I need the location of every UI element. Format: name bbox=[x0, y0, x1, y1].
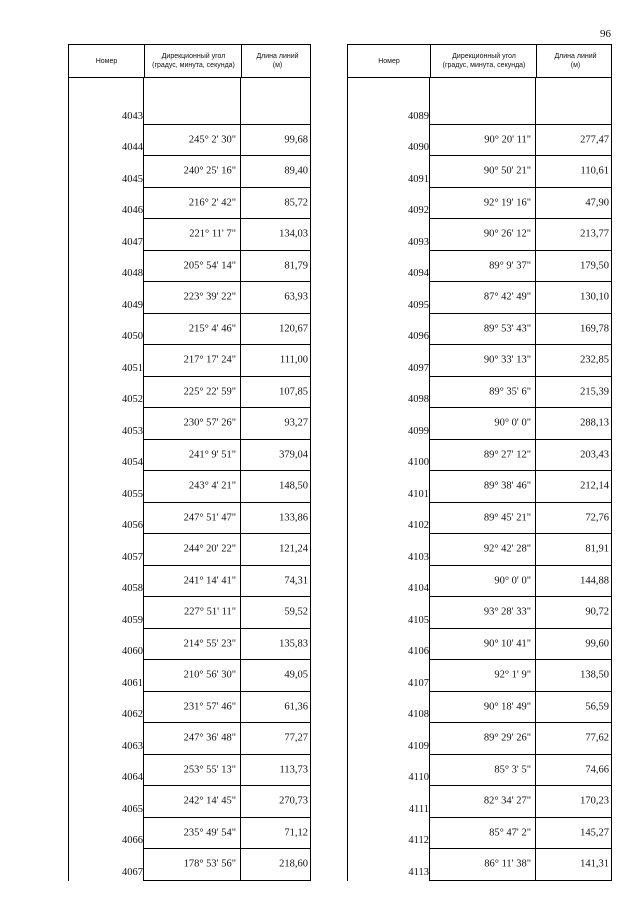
table-row bbox=[429, 722, 612, 755]
line-length: 72,76 bbox=[585, 512, 609, 524]
direction-angle: 225° 22' 59" bbox=[183, 386, 236, 398]
line-length: 49,05 bbox=[284, 669, 308, 681]
point-number: 4058 bbox=[122, 583, 143, 594]
line-length: 179,50 bbox=[580, 260, 609, 272]
line-length: 89,40 bbox=[284, 165, 308, 177]
table-body bbox=[347, 93, 612, 881]
line-length: 81,79 bbox=[284, 260, 308, 272]
line-length: 135,83 bbox=[279, 638, 308, 650]
point-number: 4061 bbox=[122, 677, 143, 689]
direction-angle: 227° 51' 11" bbox=[184, 606, 236, 618]
direction-angle: 214° 55' 23" bbox=[183, 638, 236, 650]
right-coordinates-table bbox=[347, 44, 612, 881]
header-number bbox=[348, 45, 430, 77]
point-number: 4104 bbox=[408, 583, 429, 594]
line-length: 218,60 bbox=[279, 858, 308, 870]
line-length: 277,47 bbox=[580, 134, 609, 146]
point-number: 4044 bbox=[122, 142, 143, 153]
line-length: 148,50 bbox=[279, 480, 308, 492]
table-row bbox=[143, 848, 311, 881]
line-length: 74,31 bbox=[284, 575, 308, 587]
direction-angle: 245° 2' 30" bbox=[188, 134, 236, 146]
direction-angle: 244° 20' 22" bbox=[183, 543, 236, 555]
page-number: 96 bbox=[600, 28, 611, 40]
line-length: 134,03 bbox=[279, 228, 308, 240]
table-body bbox=[68, 93, 311, 881]
direction-angle: 223° 39' 22" bbox=[183, 291, 236, 303]
line-length: 138,50 bbox=[580, 669, 609, 681]
table-row bbox=[143, 250, 311, 283]
direction-angle: 82° 34' 27" bbox=[483, 795, 531, 807]
header-angle bbox=[430, 45, 537, 77]
line-length: 110,61 bbox=[580, 165, 609, 177]
point-number: 4055 bbox=[122, 488, 143, 500]
point-number: 4056 bbox=[122, 520, 143, 531]
table-row bbox=[143, 628, 311, 661]
table-row bbox=[429, 344, 612, 377]
header-angle bbox=[144, 45, 242, 77]
point-number: 4108 bbox=[408, 709, 429, 720]
table-row bbox=[143, 344, 311, 377]
point-number: 4105 bbox=[408, 614, 429, 626]
direction-angle: 90° 0' 0" bbox=[494, 417, 531, 429]
point-number: 4094 bbox=[408, 268, 429, 279]
direction-angle: 217° 17' 24" bbox=[183, 354, 236, 366]
point-number: 4097 bbox=[408, 362, 429, 374]
point-number: 4062 bbox=[122, 709, 143, 720]
line-length: 133,86 bbox=[279, 512, 308, 524]
line-length: 61,36 bbox=[284, 701, 308, 713]
direction-angle: 216° 2' 42" bbox=[188, 197, 236, 209]
header-length-line: (м) bbox=[570, 62, 581, 69]
point-number: 4111 bbox=[408, 803, 429, 815]
point-number: 4095 bbox=[408, 299, 429, 311]
table-row bbox=[143, 754, 311, 787]
point-number: 4048 bbox=[122, 268, 143, 279]
line-length: 169,78 bbox=[580, 323, 609, 335]
point-number: 4103 bbox=[408, 551, 429, 563]
line-length: 77,62 bbox=[585, 732, 609, 744]
direction-angle: 92° 1' 9" bbox=[494, 669, 531, 681]
table-row bbox=[429, 407, 612, 440]
direction-angle: 205° 54' 14" bbox=[183, 260, 236, 272]
direction-angle: 235° 49' 54" bbox=[183, 827, 236, 839]
header-angle-line: (градус, минута, секунда) bbox=[152, 62, 235, 69]
line-length: 81,91 bbox=[585, 543, 609, 555]
line-length: 145,27 bbox=[580, 827, 609, 839]
table-row bbox=[143, 533, 311, 566]
table-row bbox=[429, 281, 612, 314]
direction-angle: 240° 25' 16" bbox=[183, 165, 236, 177]
line-length: 99,68 bbox=[284, 134, 308, 146]
header-gap bbox=[68, 78, 311, 93]
point-number: 4059 bbox=[122, 614, 143, 626]
table-row bbox=[429, 565, 612, 598]
table-row bbox=[429, 502, 612, 535]
header-length-line: Длина линий bbox=[554, 53, 597, 60]
line-length: 215,39 bbox=[580, 386, 609, 398]
point-number: 4102 bbox=[408, 520, 429, 531]
table-row bbox=[143, 124, 311, 157]
table-header bbox=[347, 44, 612, 78]
point-number: 4067 bbox=[122, 866, 143, 878]
line-length: 120,67 bbox=[279, 323, 308, 335]
line-length: 144,88 bbox=[580, 575, 609, 587]
point-number: 4089 bbox=[408, 110, 429, 122]
line-length: 270,73 bbox=[279, 795, 308, 807]
line-length: 203,43 bbox=[580, 449, 609, 461]
point-number: 4066 bbox=[122, 835, 143, 846]
line-length: 232,85 bbox=[580, 354, 609, 366]
line-length: 90,72 bbox=[585, 606, 609, 618]
direction-angle: 89° 38' 46" bbox=[483, 480, 531, 492]
table-row bbox=[143, 218, 311, 251]
header-number bbox=[69, 45, 144, 77]
point-number: 4106 bbox=[408, 646, 429, 657]
direction-angle: 90° 0' 0" bbox=[494, 575, 531, 587]
direction-angle: 87° 42' 49" bbox=[483, 291, 531, 303]
direction-angle: 221° 11' 7" bbox=[189, 228, 236, 240]
header-length bbox=[241, 45, 313, 77]
table-row bbox=[429, 596, 612, 629]
direction-angle: 231° 57' 46" bbox=[183, 701, 236, 713]
line-length: 47,90 bbox=[585, 197, 609, 209]
point-number: 4113 bbox=[408, 866, 429, 878]
point-number: 4101 bbox=[408, 488, 429, 500]
point-number: 4099 bbox=[408, 425, 429, 437]
point-number: 4090 bbox=[408, 142, 429, 153]
line-length: 170,23 bbox=[580, 795, 609, 807]
point-number: 4047 bbox=[122, 236, 143, 248]
direction-angle: 178° 53' 56" bbox=[183, 858, 236, 870]
point-number: 4107 bbox=[408, 677, 429, 689]
direction-angle: 90° 33' 13" bbox=[483, 354, 531, 366]
direction-angle: 90° 18' 49" bbox=[483, 701, 531, 713]
line-length: 71,12 bbox=[284, 827, 308, 839]
direction-angle: 89° 27' 12" bbox=[483, 449, 531, 461]
line-length: 77,27 bbox=[284, 732, 308, 744]
direction-angle: 89° 29' 26" bbox=[483, 732, 531, 744]
direction-angle: 253° 55' 13" bbox=[183, 764, 236, 776]
header-angle-line: (градус, минута, секунда) bbox=[442, 62, 526, 69]
header-length-line: Длина линий bbox=[256, 53, 299, 60]
point-number: 4050 bbox=[122, 331, 143, 342]
direction-angle: 93° 28' 33" bbox=[483, 606, 531, 618]
header-gap bbox=[347, 78, 612, 93]
table-row bbox=[143, 155, 311, 188]
table-row bbox=[143, 659, 311, 692]
direction-angle: 92° 19' 16" bbox=[483, 197, 531, 209]
table-row bbox=[143, 439, 311, 472]
direction-angle: 90° 26' 12" bbox=[483, 228, 531, 240]
table-row bbox=[143, 785, 311, 818]
line-length: 379,04 bbox=[279, 449, 308, 461]
line-length: 93,27 bbox=[284, 417, 308, 429]
direction-angle: 90° 20' 11" bbox=[484, 134, 531, 146]
line-length: 107,85 bbox=[279, 386, 308, 398]
line-length: 113,73 bbox=[279, 764, 308, 776]
point-number: 4053 bbox=[122, 425, 143, 437]
table-row bbox=[143, 817, 311, 850]
table-row bbox=[429, 439, 612, 472]
line-length: 74,66 bbox=[585, 764, 609, 776]
direction-angle: 241° 9' 51" bbox=[188, 449, 236, 461]
line-length: 63,93 bbox=[284, 291, 308, 303]
point-number: 4109 bbox=[408, 740, 429, 752]
header-number-line: Номер bbox=[378, 57, 400, 65]
table-row bbox=[429, 155, 612, 188]
point-number: 4096 bbox=[408, 331, 429, 342]
direction-angle: 89° 9' 37" bbox=[489, 260, 531, 272]
direction-angle: 90° 50' 21" bbox=[483, 165, 531, 177]
header-length bbox=[536, 45, 614, 77]
point-number: 4049 bbox=[122, 299, 143, 311]
table-row bbox=[429, 470, 612, 503]
line-length: 99,60 bbox=[585, 638, 609, 650]
table-row bbox=[143, 691, 311, 724]
line-length: 130,10 bbox=[580, 291, 609, 303]
direction-angle: 210° 56' 30" bbox=[183, 669, 236, 681]
point-number: 4112 bbox=[408, 835, 429, 846]
point-number: 4060 bbox=[122, 646, 143, 657]
header-number-line: Номер bbox=[95, 57, 118, 65]
direction-angle: 242° 14' 45" bbox=[183, 795, 236, 807]
table-row bbox=[429, 533, 612, 566]
point-number: 4065 bbox=[122, 803, 143, 815]
direction-angle: 86° 11' 38" bbox=[484, 858, 531, 870]
direction-angle: 85° 47' 2" bbox=[489, 827, 531, 839]
table-row bbox=[429, 124, 612, 157]
table-row bbox=[143, 470, 311, 503]
direction-angle: 89° 45' 21" bbox=[483, 512, 531, 524]
table-row bbox=[143, 565, 311, 598]
table-header bbox=[68, 44, 311, 78]
direction-angle: 247° 36' 48" bbox=[183, 732, 236, 744]
point-number: 4092 bbox=[408, 205, 429, 216]
point-number: 4100 bbox=[408, 457, 429, 468]
point-number: 4054 bbox=[122, 457, 143, 468]
point-number: 4110 bbox=[408, 772, 429, 783]
table-row bbox=[429, 628, 612, 661]
line-length: 288,13 bbox=[580, 417, 609, 429]
line-length: 56,59 bbox=[585, 701, 609, 713]
line-length: 213,77 bbox=[580, 228, 609, 240]
table-row bbox=[143, 187, 311, 220]
direction-angle: 230° 57' 26" bbox=[183, 417, 236, 429]
header-angle-line: Дирекционный угол bbox=[452, 53, 516, 60]
table-row bbox=[429, 218, 612, 251]
point-number: 4052 bbox=[122, 394, 143, 405]
direction-angle: 243° 4' 21" bbox=[188, 480, 236, 492]
direction-angle: 89° 53' 43" bbox=[483, 323, 531, 335]
table-row bbox=[429, 848, 612, 881]
table-row bbox=[429, 376, 612, 409]
table-row bbox=[429, 313, 612, 346]
point-number: 4051 bbox=[122, 362, 143, 374]
line-length: 111,00 bbox=[279, 354, 308, 366]
table-row bbox=[429, 250, 612, 283]
table-row bbox=[143, 407, 311, 440]
table-row bbox=[143, 596, 311, 629]
table-row bbox=[429, 691, 612, 724]
point-number: 4057 bbox=[122, 551, 143, 563]
line-length: 212,14 bbox=[580, 480, 609, 492]
table-row bbox=[143, 376, 311, 409]
table-row bbox=[429, 817, 612, 850]
point-number: 4091 bbox=[408, 173, 429, 185]
direction-angle: 215° 4' 46" bbox=[188, 323, 236, 335]
direction-angle: 92° 42' 28" bbox=[483, 543, 531, 555]
table-row bbox=[143, 313, 311, 346]
point-number: 4045 bbox=[122, 173, 143, 185]
point-number: 4064 bbox=[122, 772, 143, 783]
line-length: 59,52 bbox=[284, 606, 308, 618]
point-number: 4046 bbox=[122, 205, 143, 216]
table-row bbox=[143, 722, 311, 755]
line-length: 121,24 bbox=[279, 543, 308, 555]
table-row bbox=[429, 785, 612, 818]
table-row bbox=[429, 754, 612, 787]
direction-angle: 247° 51' 47" bbox=[183, 512, 236, 524]
point-number: 4063 bbox=[122, 740, 143, 752]
line-length: 85,72 bbox=[284, 197, 308, 209]
header-length-line: (м) bbox=[272, 62, 283, 69]
point-number: 4093 bbox=[408, 236, 429, 248]
point-number: 4043 bbox=[122, 110, 143, 122]
left-coordinates-table bbox=[68, 44, 311, 881]
direction-angle: 241° 14' 41" bbox=[183, 575, 236, 587]
direction-angle: 85° 3' 5" bbox=[494, 764, 531, 776]
direction-angle: 90° 10' 41" bbox=[483, 638, 531, 650]
table-row bbox=[143, 502, 311, 535]
line-length: 141,31 bbox=[580, 858, 609, 870]
table-row bbox=[429, 659, 612, 692]
point-number: 4098 bbox=[408, 394, 429, 405]
table-row bbox=[429, 187, 612, 220]
header-angle-line: Дирекционный угол bbox=[161, 53, 226, 60]
table-row bbox=[143, 281, 311, 314]
direction-angle: 89° 35' 6" bbox=[489, 386, 531, 398]
